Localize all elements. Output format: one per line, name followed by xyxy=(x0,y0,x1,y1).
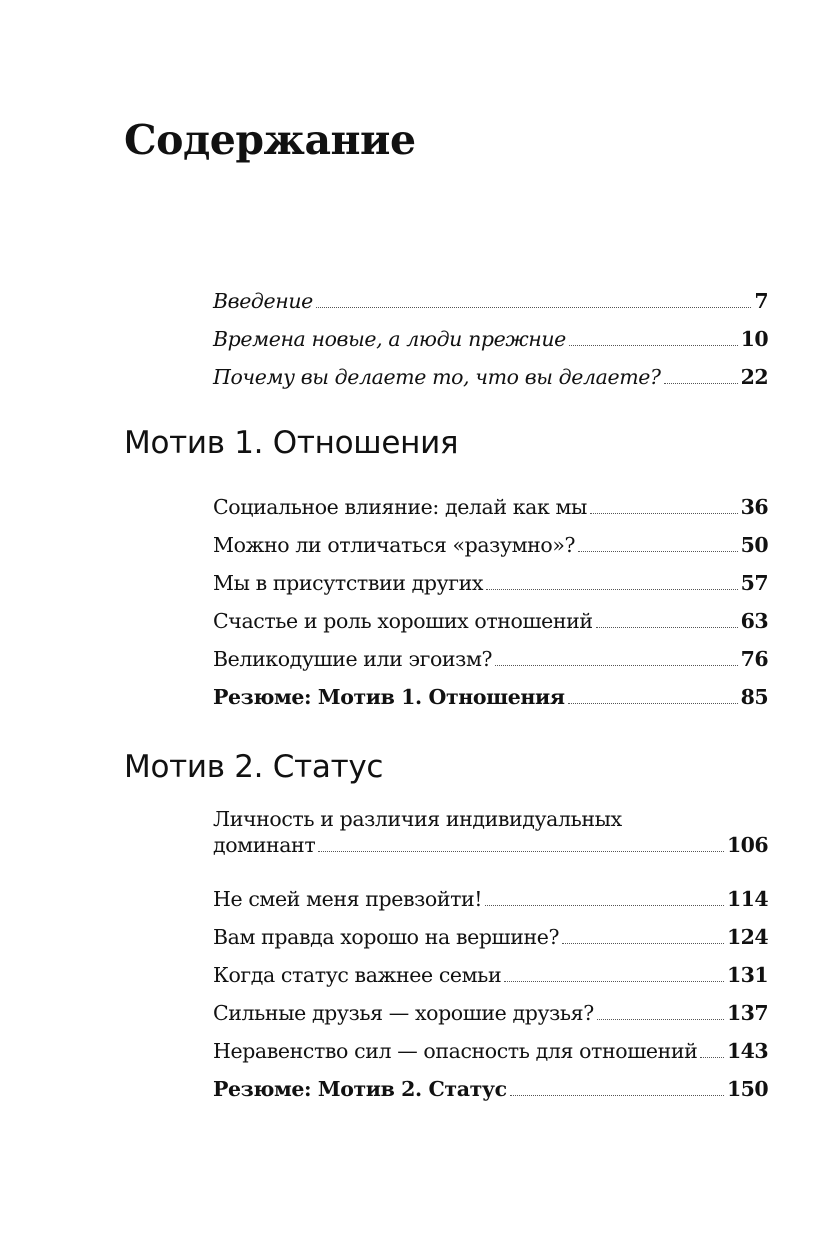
toc-entry-page: 76 xyxy=(740,647,768,671)
toc-entry[interactable] xyxy=(213,276,768,314)
dot-leader xyxy=(510,1095,724,1096)
toc-entry-label-line-2: доминант xyxy=(213,833,316,857)
toc-entry-page: 124 xyxy=(727,925,768,949)
toc-entry-page: 85 xyxy=(740,685,768,709)
toc-entry-page: 22 xyxy=(740,365,768,389)
page-title: Содержание xyxy=(124,116,416,164)
dot-leader xyxy=(590,513,738,514)
toc-section-2-list xyxy=(213,806,768,1102)
dot-leader xyxy=(485,905,724,906)
toc-entry-page: 36 xyxy=(740,495,768,519)
toc-entry-label: Сильные друзья — хорошие друзья? xyxy=(213,1001,594,1025)
toc-entry-page: 7 xyxy=(754,289,768,313)
toc-entry-page: 63 xyxy=(740,609,768,633)
section-heading-motive-2: Мотив 2. Статус xyxy=(124,749,384,785)
toc-entry[interactable] xyxy=(213,352,768,390)
toc-entry[interactable] xyxy=(213,988,768,1026)
toc-entry-label: Счастье и роль хороших отношений xyxy=(213,609,593,633)
toc-entry-label: Почему вы делаете то, что вы делаете? xyxy=(213,365,661,389)
toc-entry-page: 57 xyxy=(740,571,768,595)
dot-leader xyxy=(569,345,738,346)
dot-leader xyxy=(495,665,738,666)
toc-entry[interactable] xyxy=(213,1026,768,1064)
toc-entry[interactable] xyxy=(213,874,768,912)
toc-entry[interactable] xyxy=(213,912,768,950)
toc-entry-page: 143 xyxy=(727,1039,768,1063)
dot-leader xyxy=(316,307,751,308)
section-heading-motive-1: Мотив 1. Отношения xyxy=(124,425,459,461)
toc-entry-summary[interactable] xyxy=(213,1064,768,1102)
toc-entry-label: Резюме: Мотив 1. Отношения xyxy=(213,685,565,709)
dot-leader xyxy=(568,703,738,704)
toc-section-1-list xyxy=(213,482,768,710)
toc-entry-page: 10 xyxy=(740,327,768,351)
toc-entry-second-line xyxy=(213,832,768,858)
toc-entry-label: Мы в присутствии других xyxy=(213,571,483,595)
dot-leader xyxy=(596,627,738,628)
toc-entry-label: Неравенство сил — опасность для отношений xyxy=(213,1039,698,1063)
toc-entry[interactable] xyxy=(213,314,768,352)
toc-entry-label: Когда статус важнее семьи xyxy=(213,963,502,987)
toc-entry[interactable] xyxy=(213,558,768,596)
toc-entry[interactable] xyxy=(213,482,768,520)
toc-entry-label: Не смей меня превзойти! xyxy=(213,887,483,911)
toc-entry[interactable] xyxy=(213,806,768,874)
toc-entry-label: Социальное влияние: делай как мы xyxy=(213,495,587,519)
toc-entry[interactable] xyxy=(213,596,768,634)
dot-leader xyxy=(486,589,738,590)
toc-entry-label: Введение xyxy=(213,289,313,313)
dot-leader xyxy=(504,981,724,982)
toc-entry[interactable] xyxy=(213,634,768,672)
toc-entry-label: Можно ли отличаться «разумно»? xyxy=(213,533,576,557)
toc-entry-summary[interactable] xyxy=(213,672,768,710)
toc-entry-page: 150 xyxy=(727,1077,768,1101)
dot-leader xyxy=(318,851,724,852)
toc-entry-label: Великодушие или эгоизм? xyxy=(213,647,493,671)
dot-leader xyxy=(597,1019,724,1020)
toc-entry-page: 50 xyxy=(740,533,768,557)
dot-leader xyxy=(664,383,738,384)
toc-entry-page: 114 xyxy=(727,887,768,911)
toc-entry-page: 137 xyxy=(727,1001,768,1025)
dot-leader xyxy=(562,943,724,944)
toc-entry[interactable] xyxy=(213,950,768,988)
toc-entry-label: Резюме: Мотив 2. Статус xyxy=(213,1077,507,1101)
dot-leader xyxy=(700,1057,724,1058)
toc-entry-label-line-1: Личность и различия индивидуальных xyxy=(213,807,622,831)
toc-entry[interactable] xyxy=(213,520,768,558)
toc-entry-label: Времена новые, а люди прежние xyxy=(213,327,566,351)
toc-intro-list xyxy=(213,276,768,390)
toc-entry-page: 131 xyxy=(727,963,768,987)
toc-entry-label xyxy=(213,806,768,832)
dot-leader xyxy=(578,551,738,552)
toc-entry-label: Вам правда хорошо на вершине? xyxy=(213,925,560,949)
toc-entry-page: 106 xyxy=(727,833,768,857)
